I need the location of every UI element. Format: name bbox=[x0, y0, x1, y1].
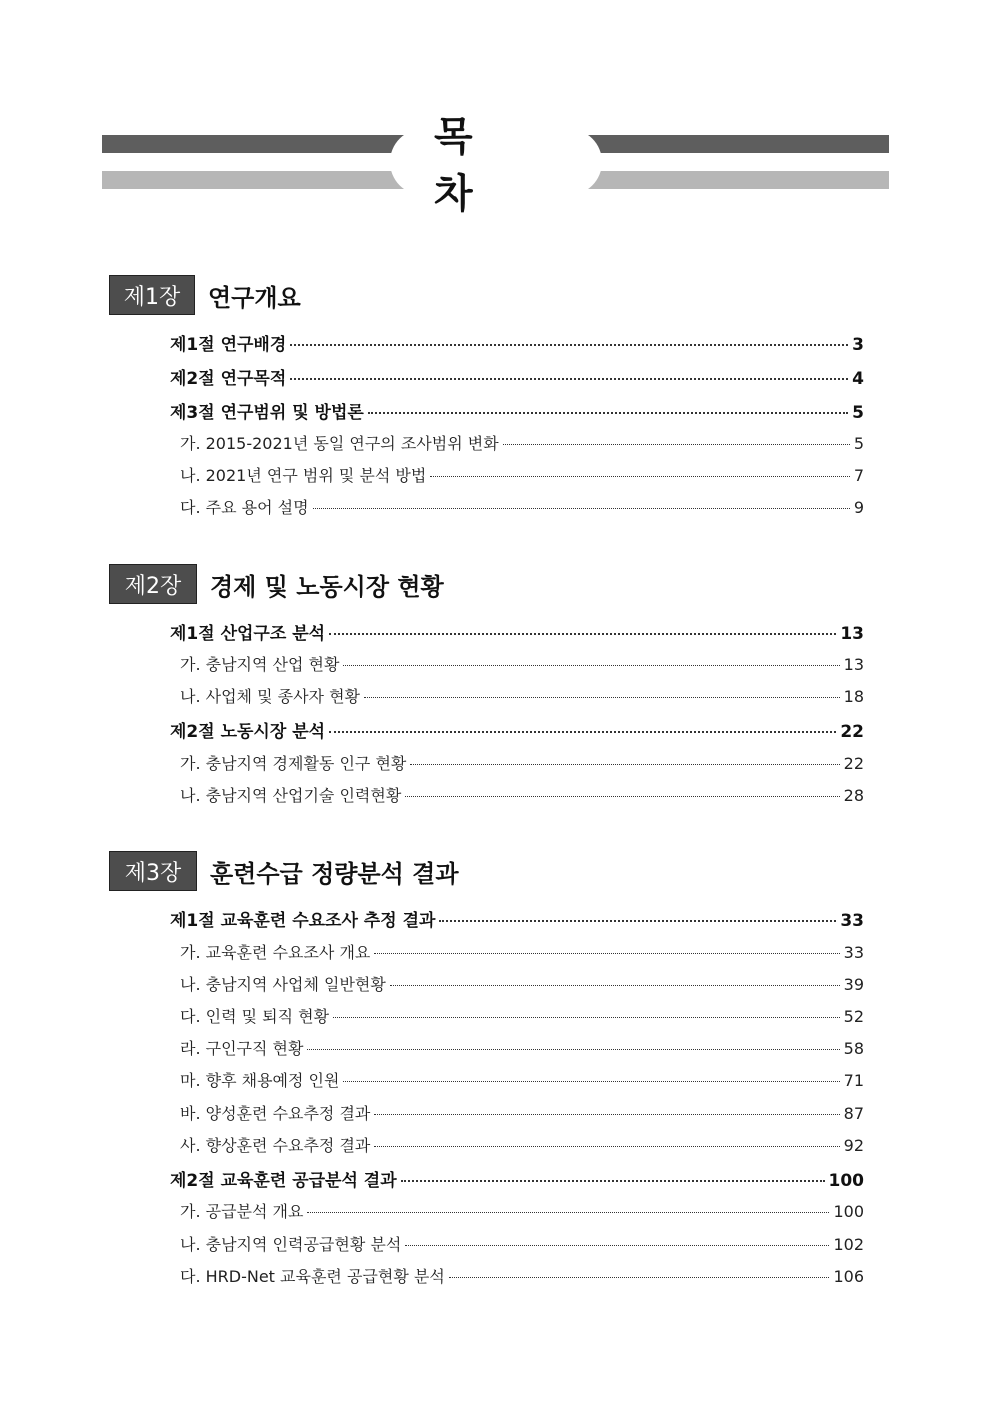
toc-entry-label: 가. 충남지역 산업 현황 bbox=[180, 655, 340, 674]
toc-page-number: 102 bbox=[833, 1235, 864, 1254]
toc-subsection-entry[interactable] bbox=[180, 495, 864, 518]
toc-section-entry[interactable] bbox=[170, 619, 864, 644]
toc-entry-label: 나. 충남지역 산업기술 인력현황 bbox=[180, 786, 402, 805]
toc-section-entry[interactable] bbox=[170, 906, 864, 931]
toc-entry-label: 제3절 연구범위 및 방법론 bbox=[170, 403, 364, 423]
chapter-badge: 제3장 bbox=[110, 852, 196, 890]
toc-leader-dots bbox=[290, 344, 848, 346]
toc-subsection-entry[interactable] bbox=[180, 1133, 864, 1156]
toc-leader-dots bbox=[329, 633, 836, 635]
toc-page-number: 9 bbox=[853, 498, 864, 517]
toc-leader-dots bbox=[410, 764, 839, 765]
toc-subsection-entry[interactable] bbox=[180, 1004, 864, 1027]
toc-page-number: 4 bbox=[852, 369, 864, 389]
toc-leader-dots bbox=[313, 508, 850, 509]
toc-entry-label: 나. 충남지역 사업체 일반현황 bbox=[180, 975, 386, 994]
title-banner bbox=[102, 114, 889, 217]
toc-page-number: 5 bbox=[853, 434, 864, 453]
toc-entry-label: 제2절 노동시장 분석 bbox=[170, 722, 326, 742]
toc-leader-dots bbox=[374, 1114, 839, 1115]
toc-subsection-entry[interactable] bbox=[180, 972, 864, 995]
chapter-heading bbox=[110, 276, 301, 314]
toc-page-number: 87 bbox=[843, 1104, 864, 1123]
toc-subsection-entry[interactable] bbox=[180, 751, 864, 774]
toc-leader-dots bbox=[364, 697, 840, 698]
toc-subsection-entry[interactable] bbox=[180, 940, 864, 963]
toc-section-entry[interactable] bbox=[170, 364, 864, 389]
toc-subsection-entry[interactable] bbox=[180, 1101, 864, 1124]
toc-page-number: 18 bbox=[843, 687, 864, 706]
toc-subsection-entry[interactable] bbox=[180, 1068, 864, 1091]
toc-leader-dots bbox=[449, 1277, 830, 1278]
toc-entry-label: 제1절 교육훈련 수요조사 추정 결과 bbox=[170, 911, 436, 931]
toc-leader-dots bbox=[333, 1017, 840, 1018]
toc-subsection-entry[interactable] bbox=[180, 431, 864, 454]
toc-leader-dots bbox=[374, 1146, 839, 1147]
toc-subsection-entry[interactable] bbox=[180, 1264, 864, 1287]
toc-leader-dots bbox=[368, 412, 848, 414]
page-title: 목 차 bbox=[434, 114, 517, 217]
toc-subsection-entry[interactable] bbox=[180, 1199, 864, 1222]
toc-entry-label: 바. 양성훈련 수요추정 결과 bbox=[180, 1104, 371, 1123]
toc-subsection-entry[interactable] bbox=[180, 652, 864, 675]
toc-leader-dots bbox=[430, 476, 849, 477]
toc-leader-dots bbox=[390, 985, 840, 986]
toc-entry-label: 가. 교육훈련 수요조사 개요 bbox=[180, 943, 371, 962]
toc-entry-label: 제2절 연구목적 bbox=[170, 369, 287, 389]
toc-page-number: 5 bbox=[852, 403, 864, 423]
toc-entry-label: 다. HRD-Net 교육훈련 공급현황 분석 bbox=[180, 1267, 445, 1286]
toc-page-number: 100 bbox=[828, 1171, 864, 1191]
toc-entry-label: 마. 향후 채용예정 인원 bbox=[180, 1071, 340, 1090]
toc-page-number: 106 bbox=[833, 1267, 864, 1286]
toc-leader-dots bbox=[374, 953, 839, 954]
toc-subsection-entry[interactable] bbox=[180, 1036, 864, 1059]
toc-page-number: 22 bbox=[843, 754, 864, 773]
toc-leader-dots bbox=[343, 1081, 839, 1082]
toc-subsection-entry[interactable] bbox=[180, 1232, 864, 1255]
toc-entry-label: 나. 사업체 및 종사자 현황 bbox=[180, 687, 360, 706]
toc-section-entry[interactable] bbox=[170, 398, 864, 423]
toc-entry-label: 제1절 산업구조 분석 bbox=[170, 624, 326, 644]
toc-section-entry[interactable] bbox=[170, 717, 864, 742]
toc-entry-label: 제2절 교육훈련 공급분석 결과 bbox=[170, 1171, 397, 1191]
toc-page-number: 52 bbox=[843, 1007, 864, 1026]
chapter-heading bbox=[110, 852, 459, 890]
toc-leader-dots bbox=[405, 796, 839, 797]
toc-leader-dots bbox=[439, 920, 836, 922]
chapter-title: 훈련수급 정량분석 결과 bbox=[210, 859, 459, 888]
toc-entry-label: 가. 2015-2021년 동일 연구의 조사범위 변화 bbox=[180, 434, 499, 453]
toc-page-number: 100 bbox=[833, 1202, 864, 1221]
toc-leader-dots bbox=[329, 731, 836, 733]
toc-page-number: 92 bbox=[843, 1136, 864, 1155]
toc-page-number: 13 bbox=[840, 624, 864, 644]
title-pill bbox=[390, 114, 602, 217]
chapter-title: 경제 및 노동시장 현황 bbox=[210, 572, 444, 601]
toc-entry-label: 다. 주요 용어 설명 bbox=[180, 498, 309, 517]
toc-page-number: 22 bbox=[840, 722, 864, 742]
toc-leader-dots bbox=[307, 1212, 829, 1213]
toc-entry-label: 가. 충남지역 경제활동 인구 현황 bbox=[180, 754, 407, 773]
toc-entry-label: 나. 충남지역 인력공급현황 분석 bbox=[180, 1235, 402, 1254]
toc-entry-label: 사. 향상훈련 수요추정 결과 bbox=[180, 1136, 371, 1155]
toc-subsection-entry[interactable] bbox=[180, 684, 864, 707]
toc-leader-dots bbox=[401, 1180, 825, 1182]
toc-page-number: 13 bbox=[843, 655, 864, 674]
toc-subsection-entry[interactable] bbox=[180, 783, 864, 806]
toc-leader-dots bbox=[290, 378, 848, 380]
chapter-badge: 제1장 bbox=[110, 276, 194, 314]
toc-entry-label: 가. 공급분석 개요 bbox=[180, 1202, 304, 1221]
toc-leader-dots bbox=[503, 444, 850, 445]
toc-page-number: 33 bbox=[843, 943, 864, 962]
toc-entry-label: 다. 인력 및 퇴직 현황 bbox=[180, 1007, 330, 1026]
toc-entry-label: 나. 2021년 연구 범위 및 분석 방법 bbox=[180, 466, 427, 485]
toc-entry-label: 제1절 연구배경 bbox=[170, 335, 287, 355]
toc-leader-dots bbox=[307, 1049, 839, 1050]
chapter-badge: 제2장 bbox=[110, 565, 196, 603]
toc-page-number: 33 bbox=[840, 911, 864, 931]
toc-page-number: 3 bbox=[852, 335, 864, 355]
toc-subsection-entry[interactable] bbox=[180, 463, 864, 486]
toc-section-entry[interactable] bbox=[170, 1166, 864, 1191]
toc-section-entry[interactable] bbox=[170, 330, 864, 355]
toc-leader-dots bbox=[405, 1245, 829, 1246]
toc-page-number: 58 bbox=[843, 1039, 864, 1058]
toc-page-number: 71 bbox=[843, 1071, 864, 1090]
chapter-title: 연구개요 bbox=[208, 283, 301, 312]
toc-leader-dots bbox=[343, 665, 839, 666]
chapter-heading bbox=[110, 565, 444, 603]
toc-page-number: 28 bbox=[843, 786, 864, 805]
toc-entry-label: 라. 구인구직 현황 bbox=[180, 1039, 304, 1058]
toc-page-number: 39 bbox=[843, 975, 864, 994]
toc-page-number: 7 bbox=[853, 466, 864, 485]
